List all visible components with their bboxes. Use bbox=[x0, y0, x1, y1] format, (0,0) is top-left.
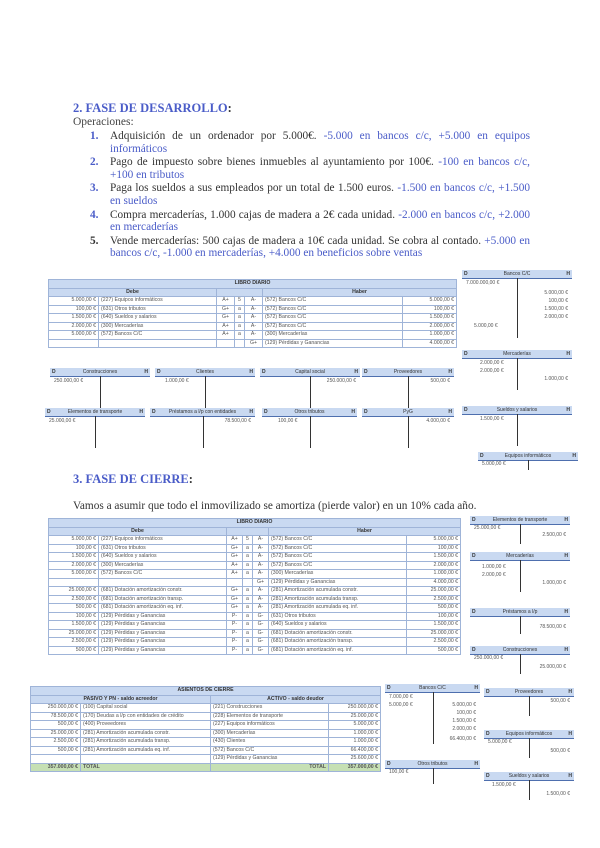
operation-item: 3. Paga los sueldos a sus empleados por un total de 1.500 euros. -1.500 en bancos c/c, +1.500 en sueldos bbox=[90, 182, 530, 207]
haber-header: Haber bbox=[263, 288, 457, 297]
t-account-construcciones-s3: D Construcciones H 250.000,00 € 25.000,00 € bbox=[470, 646, 570, 674]
table-row: 1.500,00 € (640) Sueldos y salarios G+ a A- (572) Bancos C/C 1.500,00 € bbox=[49, 314, 457, 323]
table-row: 1.500,00 € (640) Sueldos y salarios G+ a A- (572) Bancos C/C 1.500,00 € bbox=[49, 553, 461, 562]
t-account-capital: D Capital social H 250.000,00 € bbox=[260, 368, 360, 408]
table-row: 25.000,00 € (129) Pérdidas y Ganancias P- a G- (681) Dotación amortización constr. 25.000,00 € bbox=[49, 629, 461, 638]
t-account-prestamos: D Préstamos a l/p con entidades H 78.500,00 € bbox=[150, 408, 255, 448]
table-row: (129) Pérdidas y Ganancias 25.600,00 € bbox=[31, 755, 381, 764]
table-row: 500,00 € (129) Pérdidas y Ganancias P- a G- (681) Dotación amortización eq. inf. 500,00 € bbox=[49, 646, 461, 655]
operation-item: 4. Compra mercaderías, 1.000 cajas de madera a 2€ cada unidad. -2.000 en bancos c/c, +2.000 en mercaderías bbox=[90, 208, 531, 234]
t-account-prestamos-s3: D Préstamos a l/p H 78.500,00 € bbox=[470, 608, 570, 634]
table-row: 500,00 € (281) Amortización acumulada eq. inf. (572) Bancos C/C 66.400,00 € bbox=[31, 746, 381, 755]
t-account-elementos-s3: D Elementos de transporte H 25.000,00 € 2.500,00 € bbox=[470, 516, 570, 544]
closing-left-header: PASIVO Y PN - saldo acreedor bbox=[31, 695, 211, 704]
operations-label: Operaciones: bbox=[73, 116, 134, 128]
table-row: 2.500,00 € (129) Pérdidas y Ganancias P- a G- (681) Dotación amortización transp. 2.500,00 € bbox=[49, 638, 461, 647]
t-account-equipos: D Equipos informáticos H 5.000,00 € bbox=[478, 452, 578, 470]
journal-title: LIBRO DIARIO bbox=[49, 519, 461, 528]
table-row: 2.500,00 € (681) Dotación amortización transp. G+ a A- (281) Amortización acumulada transp. 2.500,00 € bbox=[49, 595, 461, 604]
table-row: 5.000,00 € (227) Equipos informáticos A+ 5 A- (572) Bancos C/C 5.000,00 € bbox=[49, 536, 461, 545]
t-account-clientes: D Clientes H 1.000,00 € bbox=[155, 368, 255, 408]
table-row: 250.000,00 € (100) Capital social (221) Construcciones 250.000,00 € bbox=[31, 704, 381, 713]
closing-entries-table bbox=[30, 686, 381, 772]
t-account-equipos-s3: D Equipos informáticos H 5.000,00 € 500,00 € bbox=[484, 730, 574, 758]
section-3-title: 3. FASE DE CIERRE: bbox=[73, 472, 193, 486]
t-account-bancos-s3: D Bancos C/C H 7.000,00 € 5.000,00 € 5.000,00 € 100,00 € 1.500,00 € 2.000,00 € 66.400,00 € bbox=[387, 685, 478, 742]
t-account-proveedores-s3: D Proveedores H 500,00 € bbox=[484, 688, 574, 716]
journal-table-s3 bbox=[48, 518, 461, 655]
debe-header: Debe bbox=[49, 288, 217, 297]
journal-title: LIBRO DIARIO bbox=[49, 280, 457, 289]
table-row: 500,00 € (681) Dotación amortización eq. inf. G+ a A- (281) Amortización acumulada eq. inf. 500,00 € bbox=[49, 604, 461, 613]
table-row: 78.500,00 € (170) Deudas a l/p con entidades de crédito (228) Elementos de transporte 25.000,00 € bbox=[31, 712, 381, 721]
table-row: 2.000,00 € (300) Mercaderías A+ a A- (572) Bancos C/C 2.000,00 € bbox=[49, 322, 457, 331]
operation-item: 5. Vende mercaderías: 500 cajas de madera a 10€ cada unidad. Se cobra al contado. +5.000 en bancos c/c, -1.000 en mercaderías, +4.000 en beneficios sobre ventas bbox=[90, 234, 531, 260]
table-row: 5.000,00 € (572) Bancos C/C A+ a A- (300) Mercaderías 1.000,00 € bbox=[49, 331, 457, 340]
t-account-mercaderias-s3: D Mercaderías H 1.000,00 € 2.000,00 € 1.000,00 € bbox=[470, 552, 570, 592]
table-row: 2.000,00 € (300) Mercaderías A+ a A- (572) Bancos C/C 2.000,00 € bbox=[49, 561, 461, 570]
closing-right-header: ACTIVO - saldo deudor bbox=[211, 695, 381, 704]
haber-header: Haber bbox=[269, 527, 461, 536]
t-account-bancos: D Bancos C/C H 7.000.000,00 € 5.000,00 € 100,00 € 1.500,00 € 2.000,00 € 5.000,00 € bbox=[462, 270, 572, 340]
table-row: 5.000,00 € (227) Equipos informáticos A+ 5 A- (572) Bancos C/C 5.000,00 € bbox=[49, 297, 457, 306]
table-row: 25.000,00 € (681) Dotación amortización constr. G+ a A- (281) Amortización acumulada constr. 25.000,00 € bbox=[49, 587, 461, 596]
t-account-pyg: D PyG H 4.000,00 € bbox=[362, 408, 454, 448]
closing-title: ASIENTOS DE CIERRE bbox=[31, 687, 381, 696]
section-3-intro: Vamos a asumir que todo el inmovilizado se amortiza (pierde valor) en un 10% cada año. bbox=[73, 500, 477, 512]
total-row: 357.000,00 € TOTAL TOTAL 357.000,00 € bbox=[31, 763, 381, 772]
table-row: 5.000,00 € (572) Bancos C/C A+ a A- (300) Mercaderías 1.000,00 € bbox=[49, 570, 461, 579]
table-row: 25.000,00 € (281) Amortización acumulada constr. (300) Mercaderías 1.000,00 € bbox=[31, 729, 381, 738]
table-row: 100,00 € (631) Otros tributos G+ a A- (572) Bancos C/C 100,00 € bbox=[49, 544, 461, 553]
t-account-sueldos: D Sueldos y salarios H 1.500,00 € bbox=[462, 406, 572, 446]
t-account-construcciones: D Construcciones H 250.000,00 € bbox=[50, 368, 150, 408]
operation-item: 2. Pago de impuesto sobre bienes inmuebles al ayuntamiento por 100€. -100 en bancos c/c, +100 en tributos bbox=[90, 156, 530, 181]
table-row: 2.500,00 € (281) Amortización acumulada transp. (430) Clientes 1.000,00 € bbox=[31, 738, 381, 747]
t-account-sueldos-s3: D Sueldos y salarios H 1.500,00 € 1.500,00 € bbox=[484, 772, 574, 800]
table-row: 1.500,00 € (129) Pérdidas y Ganancias P- a G- (640) Sueldos y salarios 1.500,00 € bbox=[49, 621, 461, 630]
t-account-elementos: D Elementos de transporte H 25.000,00 € bbox=[45, 408, 145, 448]
operation-item: 1. Adquisición de un ordenador por 5.000€. -5.000 en bancos c/c, +5.000 en equipos informáticos bbox=[90, 130, 530, 155]
t-account-mercaderias: D Mercaderías H 2.000,00 € 2.000,00 € 1.000,00 € bbox=[462, 350, 572, 390]
debe-header: Debe bbox=[49, 527, 227, 536]
t-account-otros-tributos: D Otros tributos H 100,00 € bbox=[262, 408, 357, 448]
table-row: G+ (129) Pérdidas y Ganancias 4.000,00 € bbox=[49, 339, 457, 348]
table-row: 500,00 € (400) Proveedores (227) Equipos informáticos 5.000,00 € bbox=[31, 721, 381, 730]
table-row: 100,00 € (129) Pérdidas y Ganancias P- a G- (631) Otros tributos 100,00 € bbox=[49, 612, 461, 621]
operations-list bbox=[90, 130, 530, 261]
t-account-otros-tributos-s3: D Otros tributos H 100,00 € bbox=[385, 760, 480, 784]
journal-table-s2 bbox=[48, 279, 457, 348]
table-row: G+ (129) Pérdidas y Ganancias 4.000,00 € bbox=[49, 578, 461, 587]
table-row: 100,00 € (631) Otros tributos G+ a A- (572) Bancos C/C 100,00 € bbox=[49, 305, 457, 314]
section-2-title: 2. FASE DE DESARROLLO: bbox=[73, 101, 232, 115]
t-account-proveedores: D Proveedores H 500,00 € bbox=[362, 368, 454, 408]
